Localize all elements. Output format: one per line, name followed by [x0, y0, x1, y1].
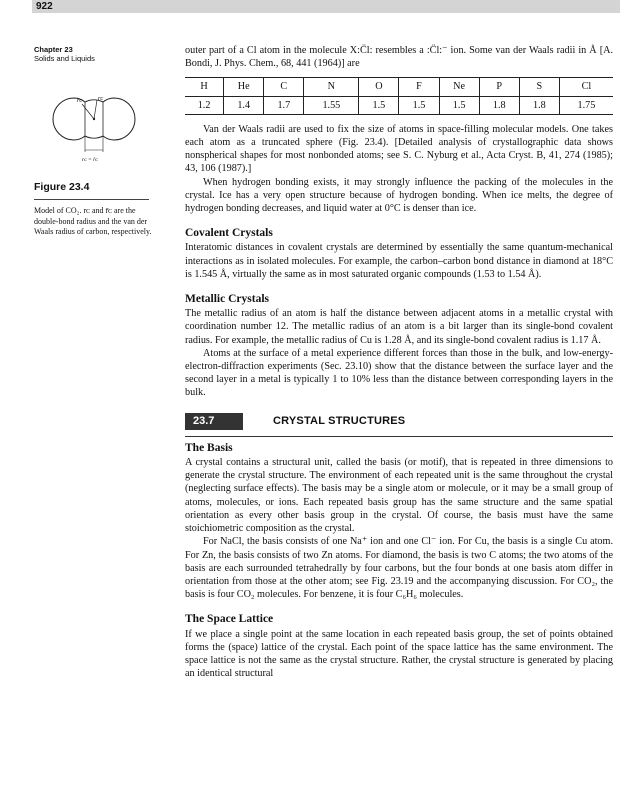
oxygen-left-outline [53, 98, 85, 140]
covalent-heading: Covalent Crystals [185, 227, 273, 240]
label-r-bar: r̄ᴄ [77, 98, 83, 104]
table-cell: 1.5 [399, 96, 439, 114]
section-number: 23.7 [185, 413, 243, 430]
lattice-heading: The Space Lattice [185, 613, 274, 626]
covalent-paragraph: Interatomic distances in covalent crystals are determined by essentially the same quantum-mechanical interactions as in isolated molecules. For example, the carbon–carbon bond distance in diamond at 18°C is 1.545 Å, virtually the same as in most saturated organic compounds (1.53 to 1.54 Å). [185, 242, 613, 280]
table-header-cell: H [185, 78, 224, 96]
oxygen-right-outline [103, 98, 135, 140]
lattice-paragraph: If we place a single point at the same location in each repeated basis group, the set of points obtained forms the (space) lattice of the crystal. Each point of the space lattice has the same environment. The space lattice is not the same as the crystal structure. Rather, the crystal structure is generated by placing an identical structural [185, 628, 613, 680]
table-cell: 1.8 [479, 96, 519, 114]
section-rule [185, 436, 613, 437]
radius-line [94, 100, 97, 119]
table-cell: 1.5 [359, 96, 399, 114]
table-cell: 1.75 [559, 96, 613, 114]
table-header-cell: F [399, 78, 439, 96]
table-header-cell: He [224, 78, 264, 96]
metallic-heading: Metallic Crystals [185, 293, 269, 306]
page-header-bar [32, 0, 620, 13]
main-text-column [185, 44, 613, 680]
intro-paragraph: outer part of a Cl atom in the molecule X:C̈l: resembles a :C̈l:⁻ ion. Some van der Waals radii in Å [A. Bondi, J. Phys. Chem., 68, 441 (1964)] are [185, 45, 613, 70]
basis-heading: The Basis [185, 441, 233, 454]
basis-paragraph-1: A crystal contains a structural unit, called the basis (or motif), that is repeated in three dimensions to generate the crystal structure. The environment of each repeated unit is the same throughout the crystal (neglecting surface effects). The basis may be a single atom or molecule, or it may be a small group of atoms, molecules, or ions. Each repeated basis group has the same structure and the same spatial orientation as every other basis group in the crystal. Of course, the basis must have the same stoichiometric composition as the crystal. [185, 457, 613, 535]
radius-line-bar [82, 104, 94, 119]
table-cell: 1.55 [304, 96, 359, 114]
table-cell: 1.5 [439, 96, 479, 114]
figure-caption: Model of CO₂. rᴄ and r̄ᴄ are the double-bond radius and the van der Waals radius of carbon, respectively. [34, 206, 152, 236]
table-cell: 1.2 [185, 96, 224, 114]
chapter-title: Solids and Liquids [34, 54, 95, 63]
table-header-cell: Ne [439, 78, 479, 96]
table-header-cell: Cl [559, 78, 613, 96]
table-header-cell: O [359, 78, 399, 96]
section-title: CRYSTAL STRUCTURES [273, 414, 406, 427]
table-header-cell: P [479, 78, 519, 96]
table-cell: 1.8 [519, 96, 559, 114]
table-cell: 1.4 [224, 96, 264, 114]
carbon-center [93, 118, 95, 120]
table-header-cell: S [519, 78, 559, 96]
figure-title: Figure 23.4 [34, 181, 90, 193]
label-r: rᴄ [98, 96, 104, 102]
table-value-row [185, 96, 613, 114]
basis-paragraph-2: For NaCl, the basis consists of one Na⁺ ion and one Cl⁻ ion. For Cu, the basis is a single Cu atom. For Zn, the basis consists of two Zn atoms. For diamond, the basis is two C atoms; the two atoms of the basis are each surrounded tetrahedrally by four carbons, but the four bonds at one basis atom differ in orientation from those at the other atom; see Fig. 23.19 and the accompanying discussion. For CO₂, the basis is four CO₂ molecules. For benzene, it is four C₆H₆ molecules. [185, 536, 613, 601]
chapter-number: Chapter 23 [34, 45, 73, 54]
table-cell: 1.7 [264, 96, 304, 114]
vdw-paragraph-1: Van der Waals radii are used to fix the size of atoms in space-filling molecular models. One takes each atom as a truncated sphere (Fig. 23.4). [Detailed analysis of crystallographic data shows nonspherical shapes for most nonbonded atoms; see S. C. Nyburg et al., Acta Cryst. B, 41, 274 (1985); 43, 106 (1987).] [185, 123, 613, 175]
label-r-eq: rᴄ = r̄ᴄ [82, 157, 98, 163]
vdw-paragraph-2: When hydrogen bonding exists, it may strongly influence the packing of the molecules in the crystal. Ice has a very open structure because of hydrogen bonding. When ice melts, the degree of hydrogen bonding decreases, and liquid water at 0°C is denser than ice. [185, 176, 613, 215]
metallic-paragraph-2: Atoms at the surface of a metal experience different forces than those in the bulk, and low-energy-electron-diffraction experiments (Sec. 23.10) show that the distance between the surface layer and the second layer in a metal is typically 1 to 10% less than the distance between corresponding layers in the bulk. [185, 347, 613, 399]
table-header-row [185, 78, 613, 96]
table-header-cell: C [264, 78, 304, 96]
co2-model-figure [34, 78, 144, 178]
table-header-cell: N [304, 78, 359, 96]
section-heading [185, 413, 613, 430]
figure-divider [34, 199, 149, 200]
metallic-paragraph-1: The metallic radius of an atom is half the distance between adjacent atoms in a metallic crystal with coordination number 12. The metallic radius of an atom is a bit larger than its single-bond covalent radius. For example, the metallic radius of Cu is 1.28 Å, and its single-bond covalent radius is 1.17 Å. [185, 308, 613, 346]
chapter-label [34, 45, 174, 63]
page-number: 922 [36, 1, 53, 12]
vdw-radii-table [185, 77, 613, 114]
